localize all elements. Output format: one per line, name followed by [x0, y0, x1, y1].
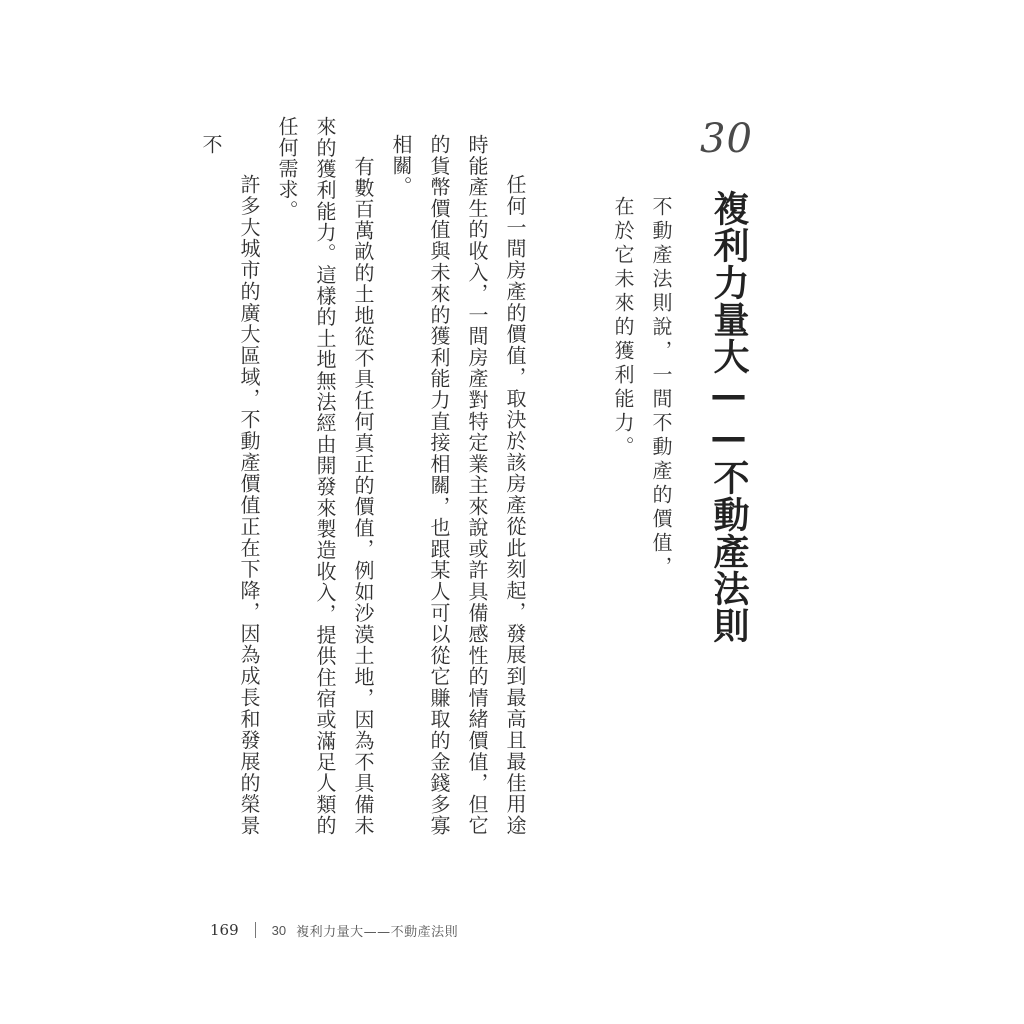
epigraph-line-1: 不動產法則說，一間不動產的價值， [649, 196, 673, 580]
footer-divider [255, 922, 256, 938]
chapter-number: 30 [700, 116, 753, 162]
epigraph-line-2: 在於它未來的獲利能力。 [611, 196, 635, 460]
page-number: 169 [210, 921, 239, 939]
body-paragraph-1: 任何一間房產的價值，取決於該房產從此刻起，發展到最高且最佳用途時能產生的收入，一間房產對特定業主來說或許具備感性的情緒價值，但它的貨幣價值與未來的獲利能力直接相關，也跟某人可以從它賺取的金錢多寡相關。 [389, 134, 527, 836]
chapter-epigraph [600, 196, 680, 580]
body-paragraph-3: 許多大城市的廣大區域，不動產價值正在下降，因為成長和發展的榮景不 [199, 134, 261, 836]
chapter-title: 複利力量大——不動產法則 [708, 190, 749, 644]
body-text [199, 116, 534, 836]
body-paragraph-2: 有數百萬畝的土地從不具任何真正的價值，例如沙漠土地，因為不具備未來的獲利能力。這樣的土地無法經由開發來製造收入，提供住宿或滿足人類的任何需求。 [275, 116, 375, 836]
footer-chapter-title: 複利力量大——不動產法則 [296, 924, 459, 940]
footer-chapter-number: 30 [271, 922, 287, 938]
page-footer [210, 917, 458, 943]
